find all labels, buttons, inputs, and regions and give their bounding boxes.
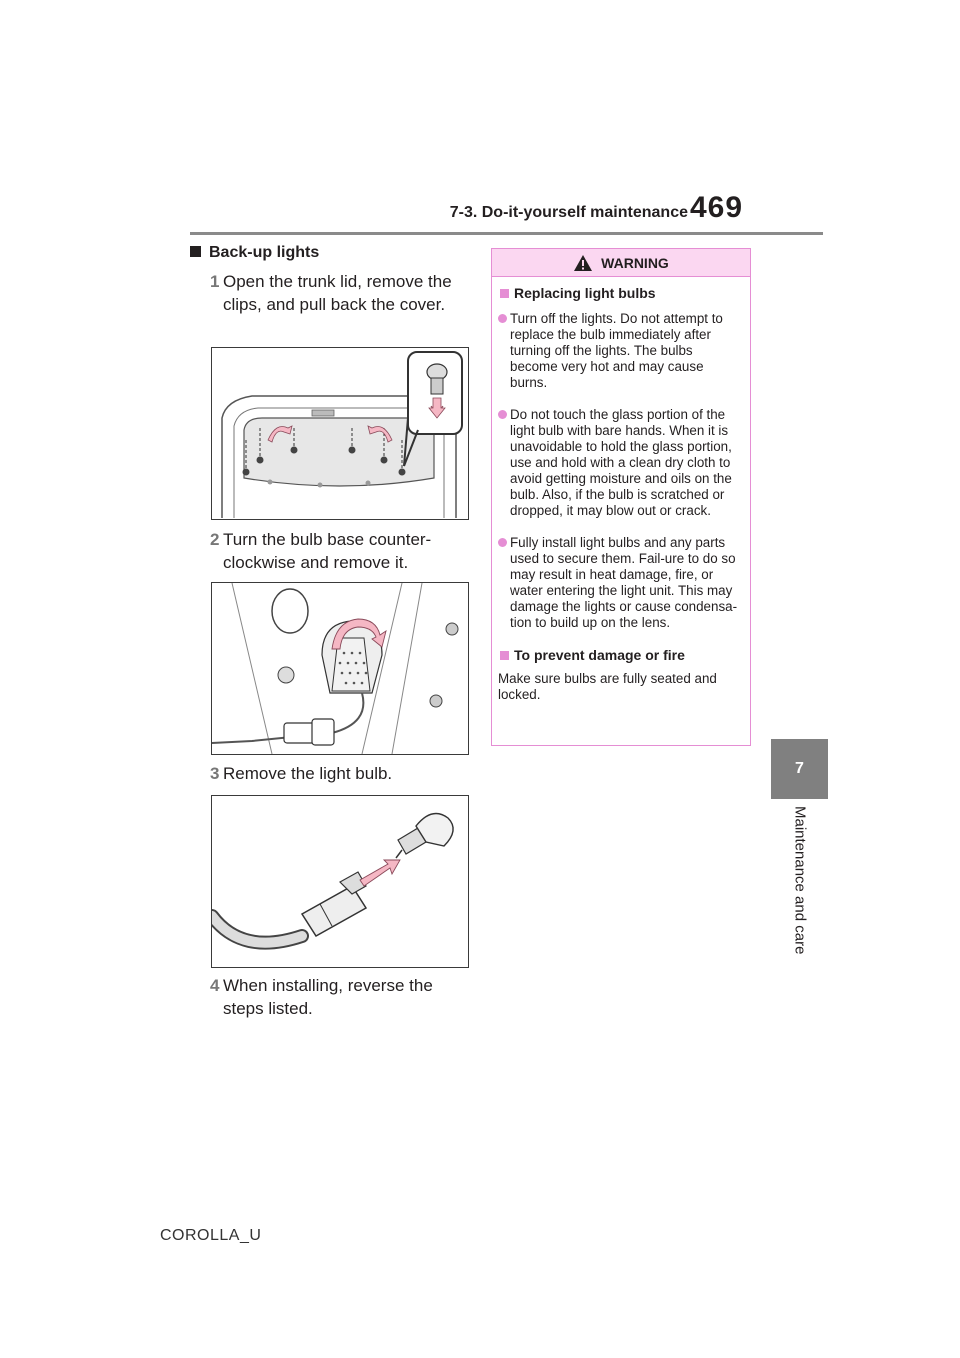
chapter-label-text: Maintenance and care bbox=[791, 806, 808, 955]
warning-item: Turn off the lights. Do not attempt to replace the bulb immediately after turning off the lights. The bulbs become very hot and may cause burns. bbox=[492, 311, 750, 391]
chapter-side-label bbox=[771, 806, 828, 976]
section-title: Back-up lights bbox=[209, 244, 320, 261]
step-text: Remove the light bulb. bbox=[223, 764, 393, 783]
figure-trunk-lid-clips bbox=[211, 347, 469, 520]
warning-header bbox=[492, 249, 750, 277]
header-section-title: 7-3. Do-it-yourself maintenance bbox=[449, 204, 688, 221]
step-2 bbox=[210, 528, 470, 574]
page-number: 469 bbox=[690, 191, 744, 224]
section-heading bbox=[190, 244, 319, 262]
pink-square-bullet-icon bbox=[500, 651, 509, 660]
step-number: 1 bbox=[210, 272, 220, 291]
warning-triangle-icon bbox=[573, 254, 593, 272]
step-number: 2 bbox=[210, 530, 220, 549]
pink-bullet-icon bbox=[498, 538, 507, 547]
step-number: 4 bbox=[210, 976, 220, 995]
warning-item: Fully install light bulbs and any parts used to secure them. Fail-ure to do so may result in heat damage, fire, or water entering the light unit. This may damage the lights or cause condensa-tion to build up on the lens. bbox=[492, 535, 750, 631]
figure-remove-light-bulb bbox=[211, 795, 469, 968]
warning-box bbox=[491, 248, 751, 746]
chapter-tab: 7 bbox=[771, 739, 828, 799]
bulb-base-illustration bbox=[212, 583, 468, 754]
warning-subheading-2: To prevent damage or fire bbox=[492, 647, 750, 663]
pink-square-bullet-icon bbox=[500, 289, 509, 298]
pink-bullet-icon bbox=[498, 410, 507, 419]
warning-subheading-1: Replacing light bulbs bbox=[492, 285, 750, 301]
step-text: Turn the bulb base counter-clockwise and remove it. bbox=[223, 530, 432, 572]
warning-item: Do not touch the glass portion of the light bulb with bare hands. When it is unavoidable to hold the glass portion, use and hold with a clean dry cloth to avoid getting moisture and oils on the bulb. Also, if the bulb is scratched or dropped, it may blow out or crack. bbox=[492, 407, 750, 519]
step-4 bbox=[210, 974, 470, 1020]
step-1 bbox=[210, 270, 470, 316]
warning-title: WARNING bbox=[601, 254, 669, 271]
step-3 bbox=[210, 762, 470, 785]
square-bullet-icon bbox=[190, 246, 201, 257]
step-text: When installing, reverse the steps listed. bbox=[223, 976, 433, 1018]
pink-bullet-icon bbox=[498, 314, 507, 323]
figure-bulb-base-turn bbox=[211, 582, 469, 755]
header-rule bbox=[190, 232, 823, 235]
light-bulb-illustration bbox=[212, 796, 468, 967]
step-text: Open the trunk lid, remove the clips, and pull back the cover. bbox=[223, 272, 452, 314]
step-number: 3 bbox=[210, 764, 220, 783]
warning-text: Make sure bulbs are fully seated and locked. bbox=[498, 671, 717, 702]
footer-model-code: COROLLA_U bbox=[160, 1227, 262, 1244]
trunk-lid-illustration bbox=[212, 348, 468, 519]
